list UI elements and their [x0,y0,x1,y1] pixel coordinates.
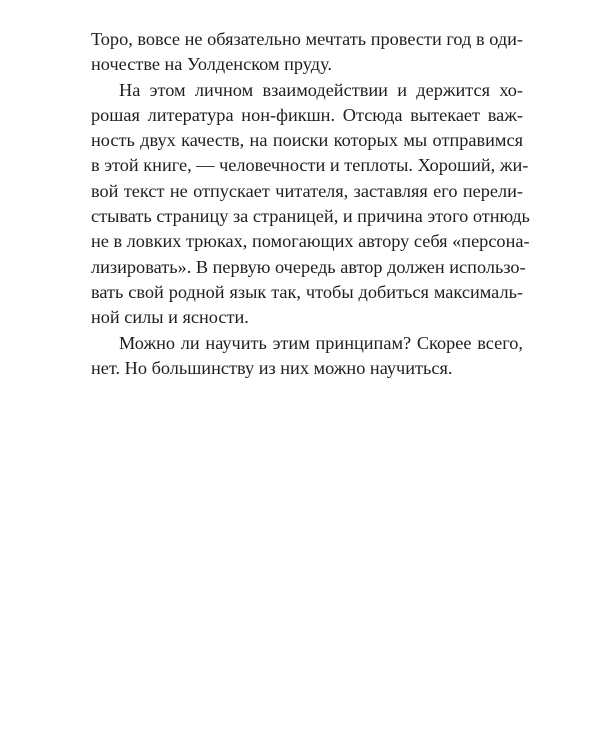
text-line: Можно ли научить этим принципам? Скорее всего, [119,332,523,353]
text-line: Торо, вовсе не обязательно мечтать провести год в оди- [91,29,523,49]
text-line: стывать страницу за страницей, и причина этого отнюдь [91,206,530,227]
text-line: ность двух качеств, на поиски которых мы отправимся [91,130,523,151]
text-line: ной силы и ясности. [91,307,249,328]
text-line: в этой книге, — человечности и теплоты. Хороший, жи- [91,155,529,176]
body-text [91,27,530,381]
text-line: ночестве на Уолденском пруду. [91,54,332,75]
text-line: лизировать». В первую очередь автор должен использо- [91,256,526,277]
text-line: вой текст не отпускает читателя, заставляя его перели- [91,180,523,201]
text-line: рошая литература нон-фикшн. Отсюда вытекает важ- [91,104,523,125]
text-line: вать свой родной язык так, чтобы добиться максималь- [91,281,523,302]
text-line: На этом личном взаимодействии и держится хо- [119,79,523,100]
text-line: нет. Но большинству из них можно научиться. [91,357,453,378]
text-line: не в ловких трюках, помогающих автору себя «персона- [91,231,530,252]
